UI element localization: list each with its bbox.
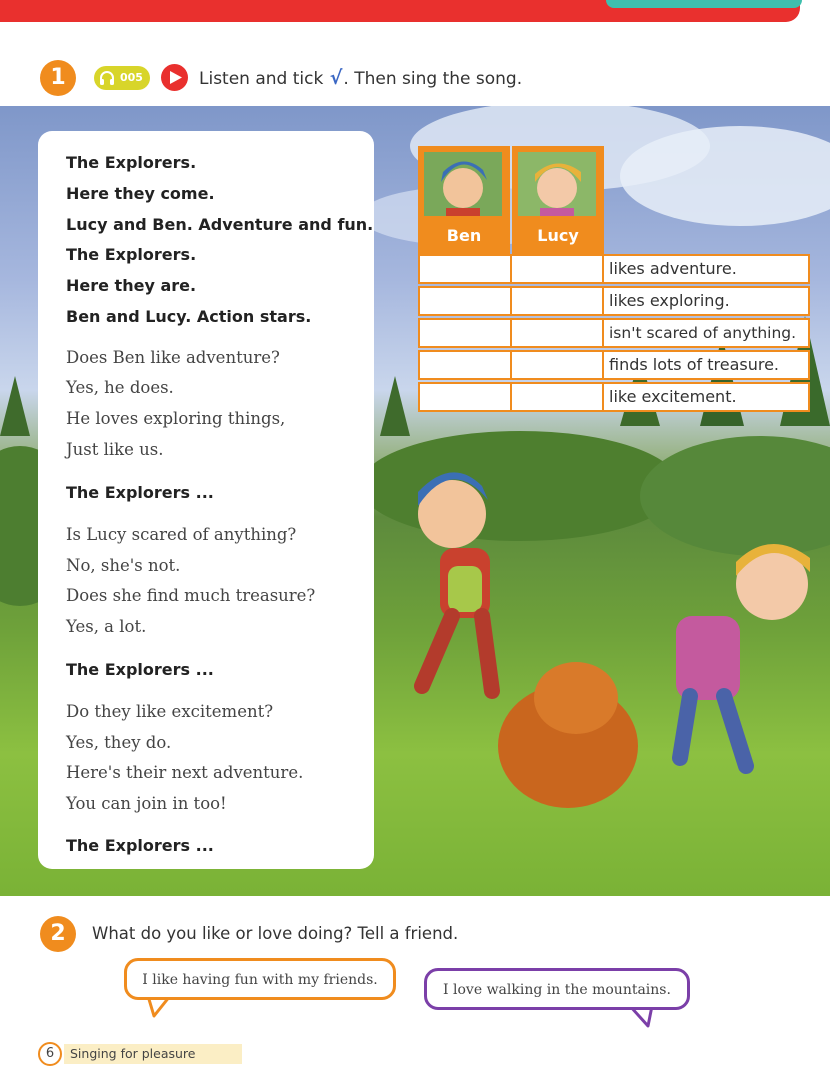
tick-cell-ben[interactable] — [418, 318, 512, 348]
tick-cell-lucy[interactable] — [510, 382, 604, 412]
lyric-chorus: The Explorers ... — [66, 660, 214, 679]
lyric-chorus: The Explorers ... — [66, 483, 214, 502]
lyric-line: Just like us. — [66, 440, 164, 459]
speech-bubble-orange: I like having fun with my friends. — [124, 958, 396, 1000]
statement-row: likes adventure. — [602, 254, 810, 284]
statement-row: likes exploring. — [602, 286, 810, 316]
speech-bubble-purple: I love walking in the mountains. — [424, 968, 690, 1010]
lyric-line: Yes, he does. — [66, 378, 174, 397]
section-title: Singing for pleasure — [64, 1044, 242, 1064]
tick-cell-ben[interactable] — [418, 350, 512, 380]
lyric-line: You can join in too! — [66, 794, 227, 813]
exercise-2-number: 2 — [40, 916, 76, 952]
instruction-text: Listen and tick — [199, 69, 324, 89]
lyric-line: The Explorers. — [66, 153, 197, 172]
audio-track-button[interactable] — [94, 66, 150, 90]
lyric-line: Here they are. — [66, 276, 197, 295]
lyric-line: Ben and Lucy. Action stars. — [66, 307, 312, 326]
instruction-text-end: . Then sing the song. — [343, 69, 523, 89]
ben-label: Ben — [446, 226, 482, 245]
statement-row: isn't scared of anything. — [602, 318, 810, 348]
statement-row: finds lots of treasure. — [602, 350, 810, 380]
lyric-line: Is Lucy scared of anything? — [66, 525, 297, 544]
play-button[interactable] — [161, 64, 188, 91]
tick-cell-ben[interactable] — [418, 382, 512, 412]
play-icon — [170, 71, 182, 84]
headphones-icon — [98, 69, 116, 87]
exercise-1-instruction — [199, 66, 522, 91]
lucy-label: Lucy — [537, 226, 579, 245]
exercise-1-number: 1 — [40, 60, 76, 96]
tick-cell-ben[interactable] — [418, 286, 512, 316]
lyric-line: Lucy and Ben. Adventure and fun. — [66, 215, 374, 234]
lyric-line: Here's their next adventure. — [66, 763, 304, 782]
lucy-avatar — [518, 152, 596, 216]
tick-cell-ben[interactable] — [418, 254, 512, 284]
lyric-line: Yes, they do. — [66, 733, 172, 752]
tick-cell-lucy[interactable] — [510, 350, 604, 380]
tick-cell-lucy[interactable] — [510, 254, 604, 284]
lyric-line: Do they like excitement? — [66, 702, 274, 721]
top-banner-accent — [606, 0, 802, 8]
page-number: 6 — [38, 1042, 62, 1066]
column-header-lucy — [512, 146, 604, 254]
lyric-line: Does she find much treasure? — [66, 586, 316, 605]
audio-track-number: 005 — [120, 71, 143, 84]
lyric-line: No, she's not. — [66, 556, 181, 575]
lyric-line: Yes, a lot. — [66, 617, 147, 636]
tick-cell-lucy[interactable] — [510, 286, 604, 316]
statement-row: like excitement. — [602, 382, 810, 412]
tick-symbol: √ — [329, 67, 343, 89]
lyric-line: Does Ben like adventure? — [66, 348, 280, 367]
lyric-line: He loves exploring things, — [66, 409, 286, 428]
tick-cell-lucy[interactable] — [510, 318, 604, 348]
exercise-2-instruction: What do you like or love doing? Tell a friend. — [92, 924, 459, 943]
lyric-line: Here they come. — [66, 184, 215, 203]
lyric-chorus: The Explorers ... — [66, 836, 214, 855]
ben-avatar — [424, 152, 502, 216]
lyric-line: The Explorers. — [66, 245, 197, 264]
column-header-ben — [418, 146, 510, 254]
